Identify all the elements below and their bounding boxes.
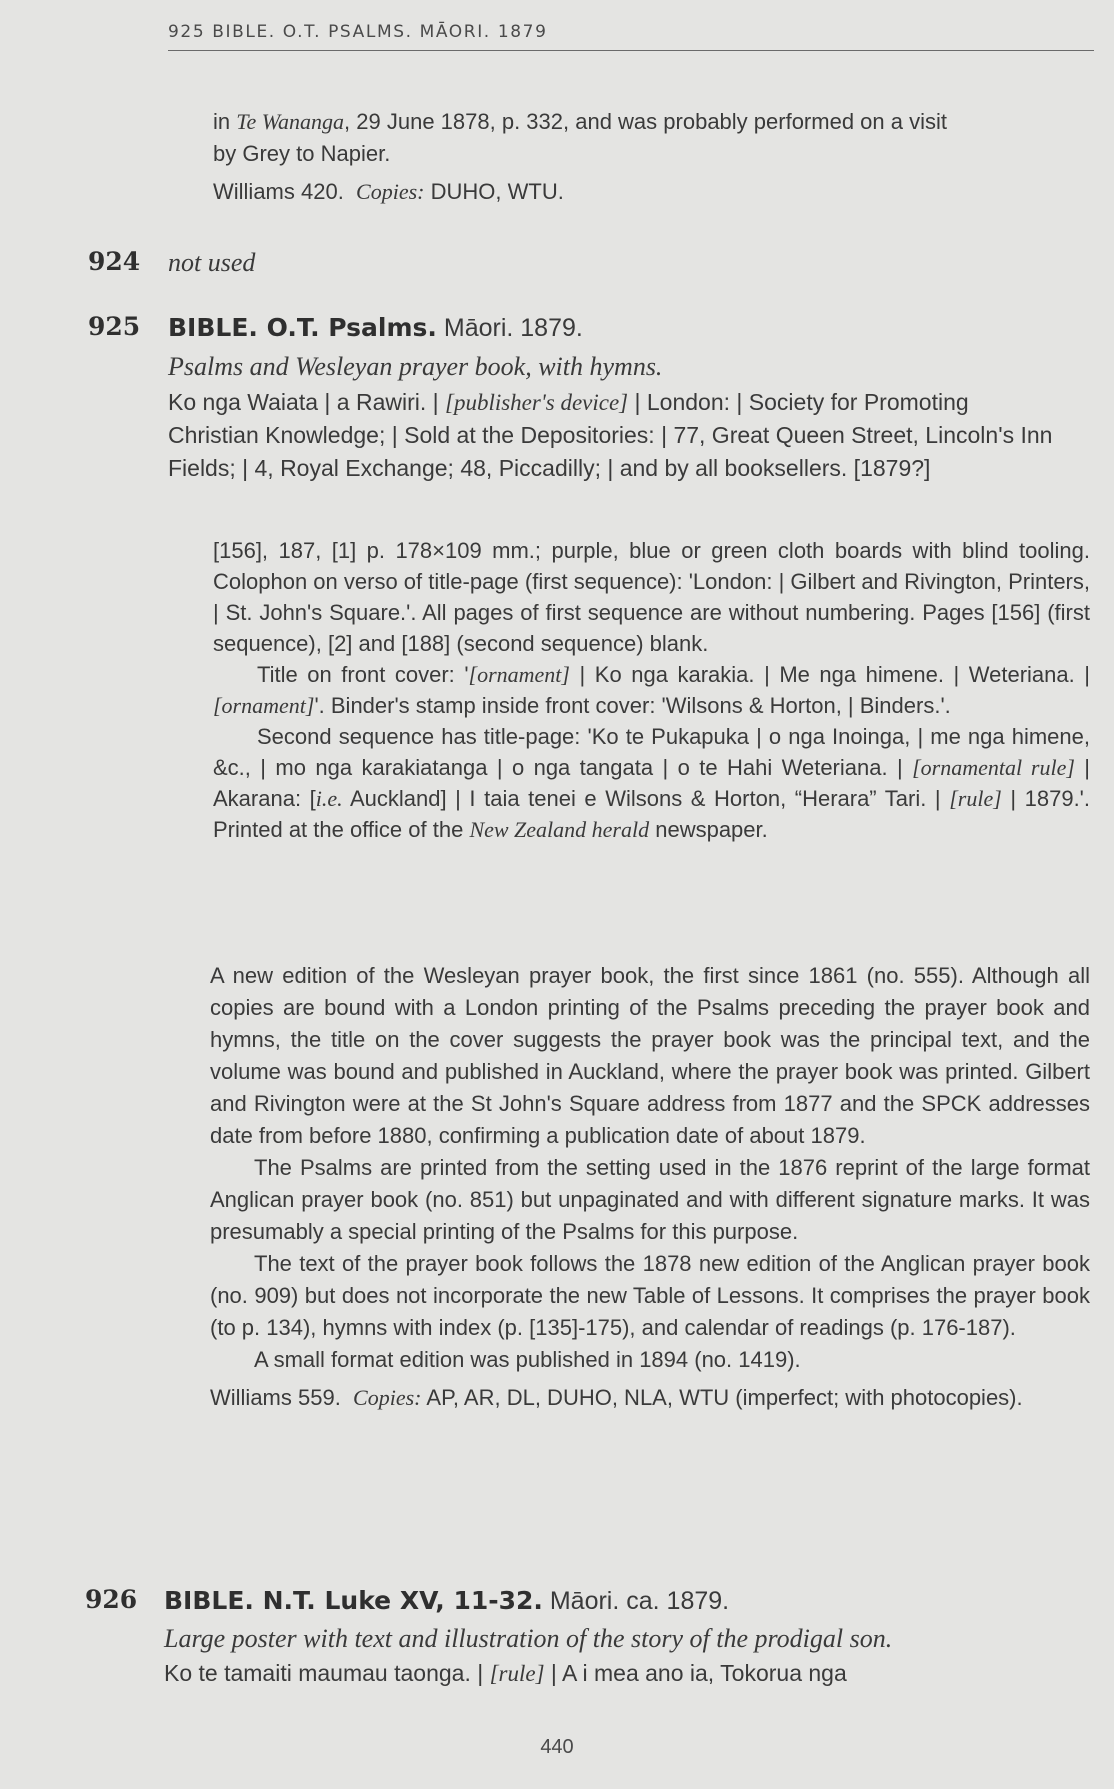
text-run: | Akarana: [	[213, 755, 1091, 811]
entry-heading-bold: BIBLE. O.T. Psalms.	[168, 313, 437, 342]
copies-label: Copies:	[353, 1385, 422, 1410]
not-used-label: not used	[168, 248, 256, 277]
note-paragraph: A small format edition was published in 1894 (no. 1419).	[254, 1347, 801, 1372]
text-run: , 29 June 1878, p. 332, and was probably performed on a visit	[344, 109, 947, 134]
entry-924-text	[168, 246, 255, 280]
text-run: | 1879.'. Printed at the office of the	[213, 786, 1090, 842]
entry-926-title-block	[164, 1622, 1064, 1690]
cover-note	[213, 659, 1090, 721]
page-number: 440	[540, 1736, 574, 1758]
entry-number-925: 925	[88, 312, 141, 341]
continued-entry	[213, 106, 1093, 208]
text-run: Auckland] | I taia tenei e Wilsons & Horton, “Herara” Tari. |	[342, 786, 950, 811]
text-run: Ko te tamaiti maumau taonga. |	[164, 1660, 490, 1686]
entry-number-924: 924	[88, 247, 141, 276]
entry-925-notes	[210, 960, 1090, 1414]
text-run: | Ko nga karakia. | Me nga himene. | Weteriana. |	[569, 662, 1090, 687]
italic-run: New Zealand herald	[469, 817, 650, 842]
entry-subtitle: Large poster with text and illustration of the story of the prodigal son.	[164, 1624, 893, 1653]
running-head: 925 BIBLE. O.T. PSALMS. MĀORI. 1879	[168, 22, 1094, 51]
entry-number-926: 926	[85, 1585, 138, 1614]
entry-heading-normal: Māori. ca. 1879.	[542, 1587, 730, 1615]
entry-926-heading	[164, 1584, 1090, 1618]
text-run: Ko nga Waiata | a Rawiri. |	[168, 389, 445, 415]
text-run: Second sequence has title-page: 'Ko te Pukapuka | o nga Inoinga, | me nga himene, &c., | mo nga karakiatanga | o nga tangata | o te Hahi Weteriana. |	[213, 724, 1090, 780]
second-sequence-note	[213, 721, 1090, 845]
williams-number: Williams 420.	[213, 179, 344, 204]
entry-925-heading	[168, 311, 1094, 345]
entry-subtitle: Psalms and Wesleyan prayer book, with hymns.	[168, 352, 663, 381]
text-run: | London: | Society for Promoting Christian Knowledge; | Sold at the Depositories: | 77, Great Queen Street, Lincoln's Inn Fields; | 4, Royal Exchange; 48, Piccadilly; | and by all booksellers. [1879?]	[168, 389, 1053, 481]
copies-list: DUHO, WTU.	[424, 179, 564, 204]
copies-list: AP, AR, DL, DUHO, NLA, WTU (imperfect; with photocopies).	[421, 1385, 1023, 1410]
italic-run: [publisher's device]	[445, 390, 629, 415]
italic-run: [ornamental rule]	[912, 755, 1075, 780]
note-paragraph: The text of the prayer book follows the 1878 new edition of the Anglican prayer book (no. 909) but does not incorporate the new Table of Lessons. It comprises the prayer book (to p. 134), hymns with index (p. [135]-175), and calendar of readings (p. 176-187).	[210, 1251, 1090, 1340]
italic-run: [rule]	[489, 1661, 545, 1686]
entry-925-description	[213, 535, 1090, 845]
williams-number: Williams 559.	[210, 1385, 341, 1410]
copies-label: Copies:	[356, 179, 425, 204]
note-paragraph: The Psalms are printed from the setting used in the 1876 reprint of the large format Anglican prayer book (no. 851) but unpaginated and with different signature marks. It was presumably a special printing of the Psalms for this purpose.	[210, 1155, 1090, 1244]
williams-ref	[210, 1382, 1090, 1414]
text-run: in	[213, 109, 237, 134]
collation: [156], 187, [1] p. 178×109 mm.; purple, blue or green cloth boards with blind tooling. Colophon on verso of title-page (first sequence): 'London: | Gilbert and Rivington, Printers, | St. John's Square.'. All pages of first sequence are without numbering. Pages [156] (first sequence), [2] and [188] (second sequence) blank.	[213, 538, 1090, 656]
text-run: by Grey to Napier.	[213, 141, 391, 166]
williams-ref	[213, 176, 1093, 208]
entry-925-title-block	[168, 350, 1058, 485]
imprint	[168, 386, 1058, 485]
entry-heading-bold: BIBLE. N.T. Luke XV, 11-32.	[164, 1586, 543, 1615]
italic-title: Te Wananga	[236, 109, 345, 134]
note-paragraph: A new edition of the Wesleyan prayer book, the first since 1861 (no. 555). Although all copies are bound with a London printing of the Psalms preceding the prayer book and hymns, the title on the cover suggests the prayer book was the principal text, and the volume was bound and published in Auckland, where the prayer book was printed. Gilbert and Rivington were at the St John's Square address from 1877 and the SPCK addresses date from before 1880, confirming a publication date of about 1879.	[210, 963, 1090, 1148]
text-run: '. Binder's stamp inside front cover: 'Wilsons & Horton, | Binders.'.	[314, 693, 951, 718]
imprint	[164, 1657, 1064, 1690]
continued-text	[213, 106, 1093, 170]
text-run: newspaper.	[649, 817, 768, 842]
italic-run: [rule]	[949, 786, 1002, 811]
italic-run: [ornament]	[468, 662, 570, 687]
italic-run: [ornament]	[213, 693, 315, 718]
text-run: | A i mea ano ia, Tokorua nga	[544, 1660, 847, 1686]
italic-run: i.e.	[315, 786, 343, 811]
text-run: Title on front cover: '	[257, 662, 469, 687]
entry-heading-normal: Māori. 1879.	[436, 314, 583, 342]
